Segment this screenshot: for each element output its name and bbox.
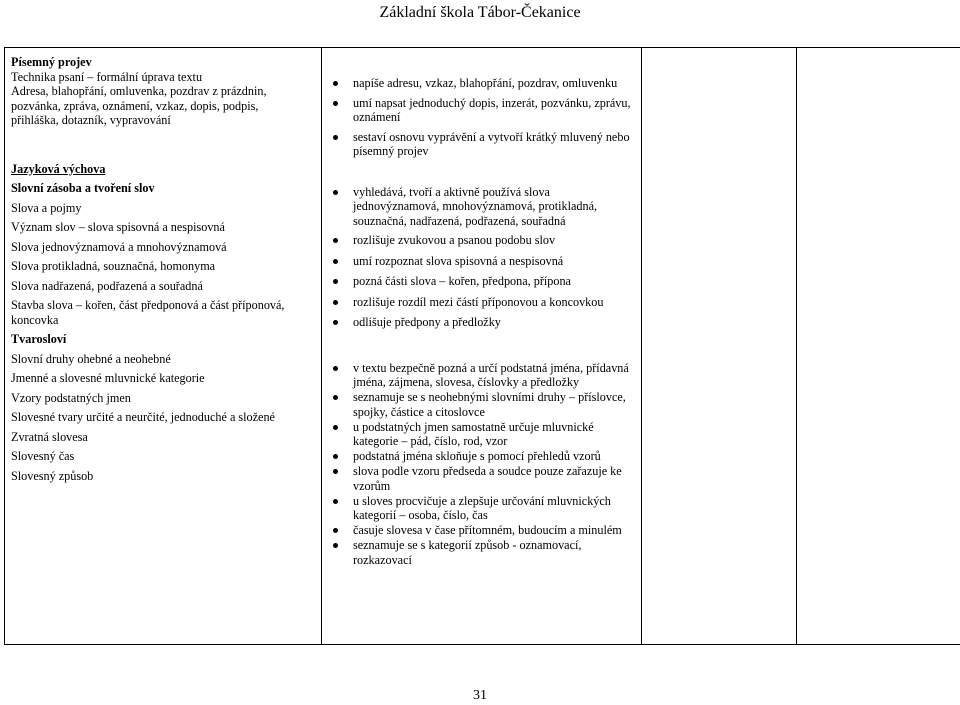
outcomes-cell xyxy=(322,48,642,645)
content-line: Význam slov – slova spisovná a nespisovná xyxy=(11,220,225,234)
content-line: Slovesné tvary určité a neurčité, jednoduché a složené xyxy=(11,410,275,424)
list-item: pozná části slova – kořen, předpona, přípona xyxy=(322,274,637,289)
section-title-written: Písemný projev xyxy=(11,55,92,69)
list-item: rozlišuje rozdíl mezi částí příponovou a koncovkou xyxy=(322,295,637,310)
page-header: Základní škola Tábor-Čekanice xyxy=(379,4,581,21)
list-item: rozlišuje zvukovou a psanou podobu slov xyxy=(322,233,637,248)
outcomes-list-morphology xyxy=(322,361,637,568)
list-item: umí rozpoznat slova spisovná a nespisovná xyxy=(322,254,637,269)
empty-cell xyxy=(642,48,797,645)
empty-cell xyxy=(797,48,960,645)
content-line: Slova nadřazená, podřazená a souřadná xyxy=(11,278,203,293)
list-item: seznamuje se s neohebnými slovními druhy – příslovce, spojky, částice a citoslovce xyxy=(322,390,637,420)
list-item: u podstatných jmen samostatně určuje mluvnické kategorie – pád, číslo, rod, vzor xyxy=(322,420,637,450)
content-line: Stavba slova – kořen, část předponová a část příponová, koncovka xyxy=(11,298,285,327)
outcomes-list-vocabulary xyxy=(322,185,637,330)
content-line: Slovesný čas xyxy=(11,449,75,463)
list-item: sestaví osnovu vyprávění a vytvoří krátký mluvený nebo písemný projev xyxy=(322,130,637,159)
list-item: časuje slovesa v čase přítomném, budoucím a minulém xyxy=(322,523,637,538)
content-line: Slova jednovýznamová a mnohovýznamová xyxy=(11,239,227,254)
list-item: slova podle vzoru předseda a soudce pouze zařazuje ke vzorům xyxy=(322,464,637,494)
outcomes-list-written xyxy=(322,76,637,159)
content-line: Slova protikladná, souznačná, homonyma xyxy=(11,259,216,273)
content-line: Technika psaní – formální úprava textu xyxy=(11,69,203,84)
page-number: 31 xyxy=(473,688,487,703)
section-title-language: Jazyková výchova xyxy=(11,161,106,176)
list-item: odlišuje předpony a předložky xyxy=(322,315,637,330)
list-item: u sloves procvičuje a zlepšuje určování mluvnických kategorií – osoba, číslo, čas xyxy=(322,494,637,524)
list-item: vyhledává, tvoří a aktivně používá slova jednovýznamová, mnohovýznamová, protikladná, souznačná, nadřazená, podřazená, souřadná xyxy=(322,185,637,229)
content-line: Jmenné a slovesné mluvnické kategorie xyxy=(11,371,205,385)
list-item: podstatná jména skloňuje s pomocí přehledů vzorů xyxy=(322,449,637,464)
list-item: v textu bezpečně pozná a určí podstatná jména, přídavná jména, zájmena, slovesa, číslovky a předložky xyxy=(322,361,637,391)
curriculum-table xyxy=(4,47,960,645)
content-line: Zvratná slovesa xyxy=(11,429,88,444)
list-item: napíše adresu, vzkaz, blahopřání, pozdrav, omluvenku xyxy=(322,76,637,91)
content-line: Adresa, blahopřání, omluvenka, pozdrav z prázdnin, pozvánka, zpráva, oznámení, vzkaz, dopis, podpis, přihláška, dotazník, vypravování xyxy=(11,84,267,127)
content-line: Vzory podstatných jmen xyxy=(11,390,131,405)
content-line: Slova a pojmy xyxy=(11,200,82,215)
curriculum-content-cell xyxy=(5,48,322,645)
subsection-title-vocabulary: Slovní zásoba a tvoření slov xyxy=(11,181,155,195)
list-item: umí napsat jednoduchý dopis, inzerát, pozvánku, zprávu, oznámení xyxy=(322,96,637,125)
content-line: Slovní druhy ohebné a neohebné xyxy=(11,351,171,366)
list-item: seznamuje se s kategorií způsob - oznamovací, rozkazovací xyxy=(322,538,637,568)
content-line: Slovesný způsob xyxy=(11,468,94,483)
section-title-morphology: Tvarosloví xyxy=(11,332,67,346)
